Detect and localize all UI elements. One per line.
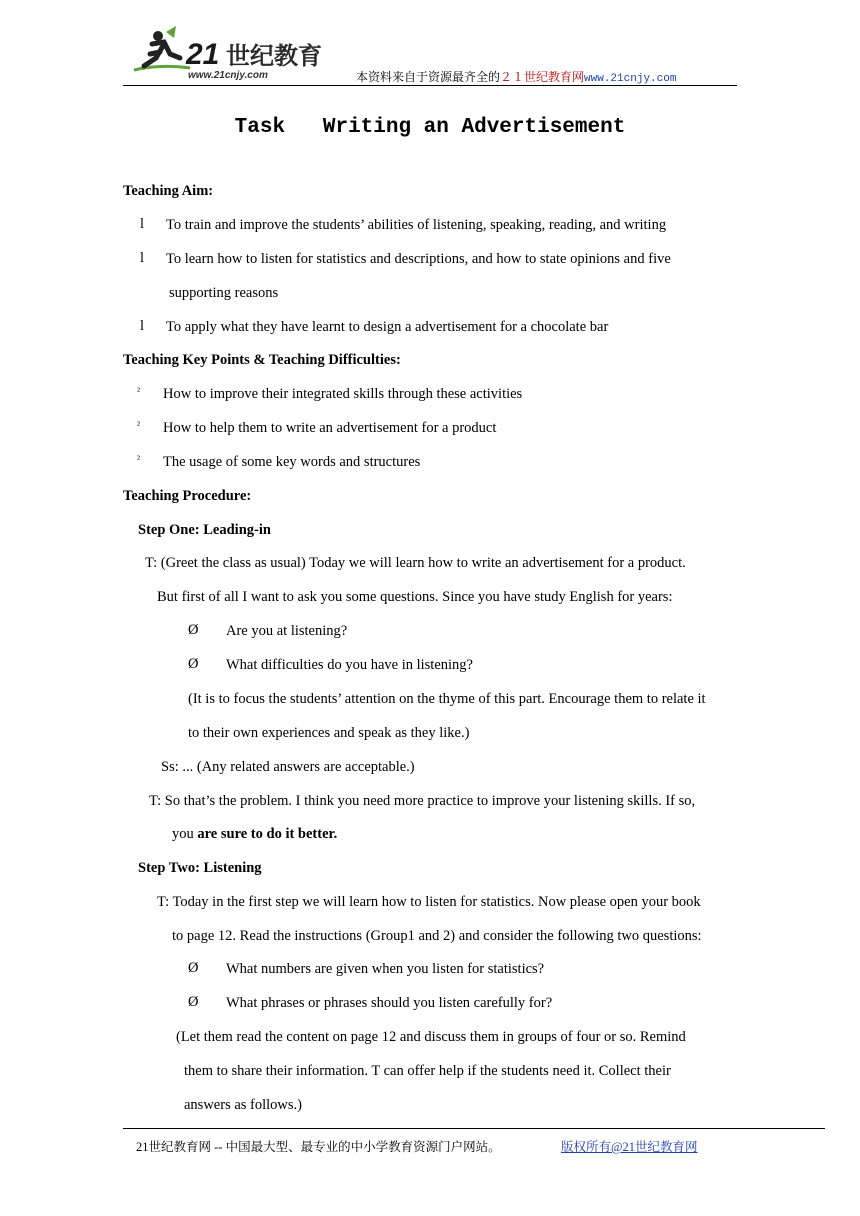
bullet-marker: ² <box>137 386 140 397</box>
key-points-heading: Teaching Key Points & Teaching Difficulties: <box>123 352 401 368</box>
step1-question-1: Are you at listening? <box>226 623 348 639</box>
bullet-marker: Ø <box>188 622 199 638</box>
procedure-heading: Teaching Procedure: <box>123 488 252 504</box>
bullet-marker: l <box>140 216 145 232</box>
aim-item-2-cont: supporting reasons <box>169 285 279 301</box>
bullet-marker: Ø <box>188 656 199 672</box>
step2-question-1: What numbers are given when you listen for statistics? <box>226 961 545 977</box>
document-title: Task Writing an Advertisement <box>234 116 626 139</box>
header-site-url[interactable]: www.21cnjy.com <box>584 73 677 85</box>
step1-note: to their own experiences and speak as they like.) <box>188 725 470 741</box>
step2-line: T: Today in the first step we will learn how to listen for statistics. Now please open your book <box>157 894 701 910</box>
svg-text:世纪教育: 世纪教育 <box>226 42 322 70</box>
step1-question-2: What difficulties do you have in listening? <box>226 657 473 673</box>
bullet-marker: l <box>140 250 145 266</box>
step2-note: them to share their information. T can offer help if the students need it. Collect their <box>184 1063 671 1079</box>
step1-line: T: (Greet the class as usual) Today we will learn how to write an advertisement for a product. <box>145 555 686 571</box>
header-source-note: 本资料来自于资源最齐全的２１世纪教育网www.21cnjy.com <box>356 70 677 85</box>
bullet-marker: ² <box>137 420 140 431</box>
header-divider <box>123 85 737 86</box>
step2-note: (Let them read the content on page 12 and discuss them in groups of four or so. Remind <box>176 1029 686 1045</box>
step2-question-2: What phrases or phrases should you listen carefully for? <box>226 995 553 1011</box>
step-two-heading: Step Two: Listening <box>138 860 262 876</box>
svg-text:www.21cnjy.com: www.21cnjy.com <box>188 70 268 81</box>
header-site-name: ２１世纪教育网 <box>500 70 585 84</box>
aim-item-2: To learn how to listen for statistics and descriptions, and how to state opinions and five <box>166 251 671 267</box>
bullet-marker: l <box>140 318 145 334</box>
key-point-2: How to help them to write an advertisement for a product <box>163 420 497 436</box>
step2-note: answers as follows.) <box>184 1097 302 1113</box>
step1-line: But first of all I want to ask you some questions. Since you have study English for years: <box>157 589 673 605</box>
bullet-marker: ² <box>137 454 140 465</box>
bullet-marker: Ø <box>188 994 199 1010</box>
bullet-marker: Ø <box>188 960 199 976</box>
step1-note: (It is to focus the students’ attention on the thyme of this part. Encourage them to relate it <box>188 691 706 707</box>
step1-line: you are sure to do it better. <box>172 826 338 842</box>
aim-item-1: To train and improve the students’ abilities of listening, speaking, reading, and writing <box>166 217 667 233</box>
footer-text: 21世纪教育网 -- 中国最大型、最专业的中小学教育资源门户网站。 <box>136 1140 501 1154</box>
aim-item-3: To apply what they have learnt to design a advertisement for a chocolate bar <box>166 319 609 335</box>
footer-divider <box>123 1128 825 1129</box>
footer-copyright-link[interactable]: 版权所有@21世纪教育网 <box>561 1140 698 1154</box>
step1-line: T: So that’s the problem. I think you need more practice to improve your listening skills. If so, <box>149 793 696 809</box>
key-point-3: The usage of some key words and structures <box>163 454 421 470</box>
svg-text:21: 21 <box>186 38 220 71</box>
step-one-heading: Step One: Leading-in <box>138 522 271 538</box>
step2-line: to page 12. Read the instructions (Group1 and 2) and consider the following two questions: <box>172 928 702 944</box>
step1-students: Ss: ... (Any related answers are acceptable.) <box>161 759 415 775</box>
site-logo <box>130 24 330 84</box>
key-point-1: How to improve their integrated skills through these activities <box>163 386 523 402</box>
teaching-aim-heading: Teaching Aim: <box>123 183 214 199</box>
